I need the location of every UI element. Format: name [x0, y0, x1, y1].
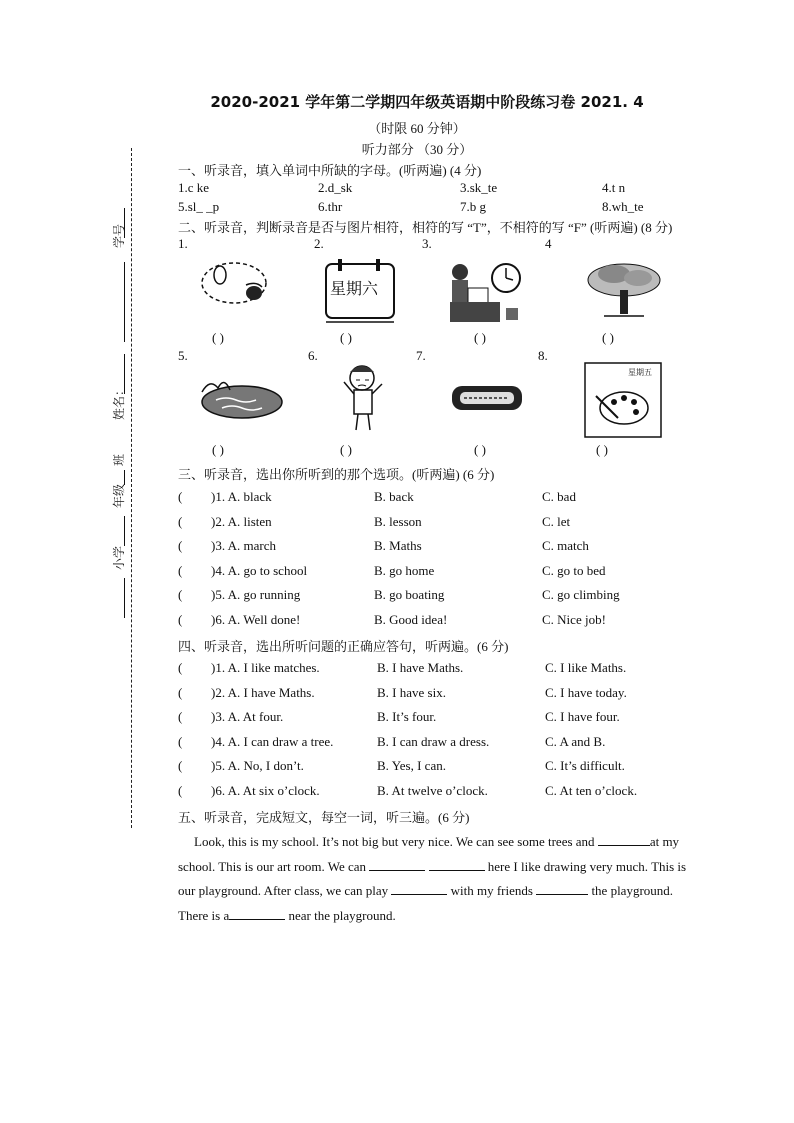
- option-c: C. match: [542, 538, 589, 554]
- time-limit: （时限 60 分钟）: [368, 121, 466, 136]
- palette-text: 星期五: [628, 368, 652, 377]
- answer-paren[interactable]: (: [178, 684, 183, 700]
- s2-blank-5[interactable]: ( ): [212, 442, 224, 457]
- p3c-text: the playground.: [591, 883, 674, 898]
- s2-blank-7[interactable]: ( ): [474, 442, 486, 457]
- s1-item-7: 7.b g: [460, 199, 486, 214]
- option-b: B. It’s four.: [377, 709, 437, 725]
- option-a: )6. A. At six o’clock.: [211, 783, 320, 798]
- p3-text: our playground. After class, we can play: [178, 883, 389, 898]
- class-label: 班: [112, 453, 126, 466]
- s2-blank-8[interactable]: ( ): [596, 442, 608, 457]
- listening-part-heading: 听力部分 （30 分）: [361, 142, 473, 157]
- p2b-text: here I like drawing very much. This is: [487, 858, 687, 874]
- option-c: C. At ten o’clock.: [545, 783, 638, 798]
- s2-num-1: 1.: [178, 236, 188, 251]
- blank-1[interactable]: [598, 833, 650, 846]
- answer-paren[interactable]: (: [178, 612, 183, 627]
- binding-dashed-line: [131, 148, 132, 828]
- name-line: [124, 354, 125, 394]
- section5-passage: [178, 830, 724, 928]
- option-b: B. At twelve o’clock.: [377, 783, 488, 798]
- answer-paren[interactable]: (: [178, 709, 183, 725]
- answer-paren[interactable]: (: [178, 758, 183, 774]
- option-a: )2. A. I have Maths.: [211, 684, 315, 700]
- s2-blank-4[interactable]: ( ): [602, 330, 614, 345]
- option-c: C. go to bed: [542, 562, 606, 578]
- s2-blank-3[interactable]: ( ): [474, 330, 486, 345]
- option-b: B. go home: [374, 562, 435, 578]
- oval-shapes-image: [198, 255, 278, 315]
- answer-paren[interactable]: (: [178, 489, 183, 504]
- s1-item-8: 8.wh_te: [602, 199, 644, 214]
- crying-girl-image: [338, 362, 390, 434]
- p1b-text: at my: [649, 834, 680, 849]
- p4-text: There is a: [178, 907, 230, 923]
- answer-paren[interactable]: (: [178, 562, 183, 578]
- student-no-line-2: [124, 262, 125, 342]
- answer-paren[interactable]: (: [178, 733, 183, 749]
- option-b: B. I have six.: [377, 684, 446, 700]
- student-no-label: 学号: [112, 223, 126, 248]
- blank-2[interactable]: [369, 858, 425, 871]
- option-b: B. back: [374, 489, 414, 504]
- option-a: )5. A. No, I don’t.: [211, 758, 304, 774]
- option-a: )6. A. Well done!: [211, 612, 301, 627]
- option-a: )5. A. go running: [211, 587, 301, 603]
- blank-6[interactable]: [229, 907, 285, 920]
- section2-title: 二、听录音，判断录音是否与图片相符，相符的写 “T”，不相符的写 “F” (听两遍) (8 分): [178, 220, 673, 235]
- s1-item-5: 5.sl_ _p: [178, 199, 220, 214]
- option-c: C. go climbing: [542, 587, 620, 603]
- option-b: B. Good idea!: [374, 612, 448, 627]
- option-b: B. I have Maths.: [377, 660, 464, 675]
- p1-text: Look, this is my school. It’s not big but very nice. We can see some trees and: [194, 834, 595, 849]
- blank-5[interactable]: [536, 882, 588, 895]
- boy-clock-image: [446, 258, 526, 326]
- s2-num-4: 4: [545, 236, 552, 251]
- option-a: )3. A. At four.: [211, 709, 284, 725]
- calendar-text: 星期六: [330, 279, 379, 298]
- lake-image: [196, 370, 286, 426]
- pencil-box-image: [448, 380, 528, 416]
- answer-paren[interactable]: (: [178, 783, 183, 798]
- section5-title: 五、听录音，完成短文，每空一词，听三遍。(6 分): [178, 810, 470, 825]
- school-label: 小学: [112, 545, 126, 570]
- option-c: C. It’s difficult.: [545, 758, 625, 774]
- s2-num-5: 5.: [178, 348, 188, 363]
- option-a: )4. A. go to school: [211, 562, 308, 578]
- answer-paren[interactable]: (: [178, 513, 183, 529]
- s2-num-6: 6.: [308, 348, 318, 363]
- s2-num-7: 7.: [416, 348, 426, 363]
- option-a: )1. A. I like matches.: [211, 660, 320, 675]
- s1-item-3: 3.sk_te: [460, 180, 498, 195]
- option-a: )1. A. black: [211, 489, 272, 504]
- s2-blank-6[interactable]: ( ): [340, 442, 352, 457]
- school-line: [124, 578, 125, 618]
- page-title: 2020-2021 学年第二学期四年级英语期中阶段练习卷 2021. 4: [210, 93, 644, 111]
- option-c: C. I like Maths.: [545, 660, 627, 675]
- s2-num-3: 3.: [422, 236, 432, 251]
- blank-4[interactable]: [391, 882, 447, 895]
- grade-line: [124, 516, 125, 546]
- option-c: C. Nice job!: [542, 612, 606, 627]
- p2-text: school. This is our art room. We can: [178, 858, 367, 874]
- class-line: [124, 470, 125, 485]
- answer-paren[interactable]: (: [178, 538, 183, 554]
- p3b-text: with my friends: [450, 883, 533, 898]
- name-label: 姓名：: [112, 383, 126, 420]
- tree-image: [584, 256, 664, 320]
- section1-title: 一、听录音，填入单词中所缺的字母。(听两遍) (4 分): [178, 163, 482, 178]
- section3-title: 三、听录音，选出你所听到的那个选项。(听两遍) (6 分): [178, 467, 495, 482]
- s1-item-2: 2.d_sk: [318, 180, 353, 195]
- option-c: C. I have today.: [545, 684, 627, 700]
- option-c: C. I have four.: [545, 709, 620, 725]
- option-c: C. let: [542, 513, 571, 529]
- s1-item-4: 4.t n: [602, 180, 626, 195]
- section4-title: 四、听录音，选出所听问题的正确应答句，听两遍。(6 分): [178, 639, 509, 654]
- p4b-text: near the playground.: [288, 907, 396, 923]
- option-b: B. lesson: [374, 513, 422, 529]
- option-a: )2. A. listen: [211, 513, 272, 529]
- s2-blank-1[interactable]: ( ): [212, 330, 224, 345]
- option-b: B. Yes, I can.: [377, 758, 446, 774]
- s1-item-6: 6.thr: [318, 199, 343, 214]
- option-c: C. A and B.: [545, 733, 606, 749]
- option-a: )3. A. march: [211, 538, 276, 554]
- grade-label: 年级: [112, 483, 126, 508]
- option-b: B. I can draw a dress.: [377, 733, 490, 749]
- option-a: )4. A. I can draw a tree.: [211, 733, 334, 749]
- s1-item-1: 1.c ke: [178, 180, 210, 195]
- option-c: C. bad: [542, 489, 576, 504]
- answer-paren[interactable]: (: [178, 660, 183, 675]
- student-no-line: [124, 208, 125, 238]
- s2-num-8: 8.: [538, 348, 548, 363]
- s2-blank-2[interactable]: ( ): [340, 330, 352, 345]
- option-b: B. go boating: [374, 587, 445, 603]
- s2-num-2: 2.: [314, 236, 324, 251]
- blank-3[interactable]: [429, 858, 485, 871]
- answer-paren[interactable]: (: [178, 587, 183, 603]
- option-b: B. Maths: [374, 538, 422, 554]
